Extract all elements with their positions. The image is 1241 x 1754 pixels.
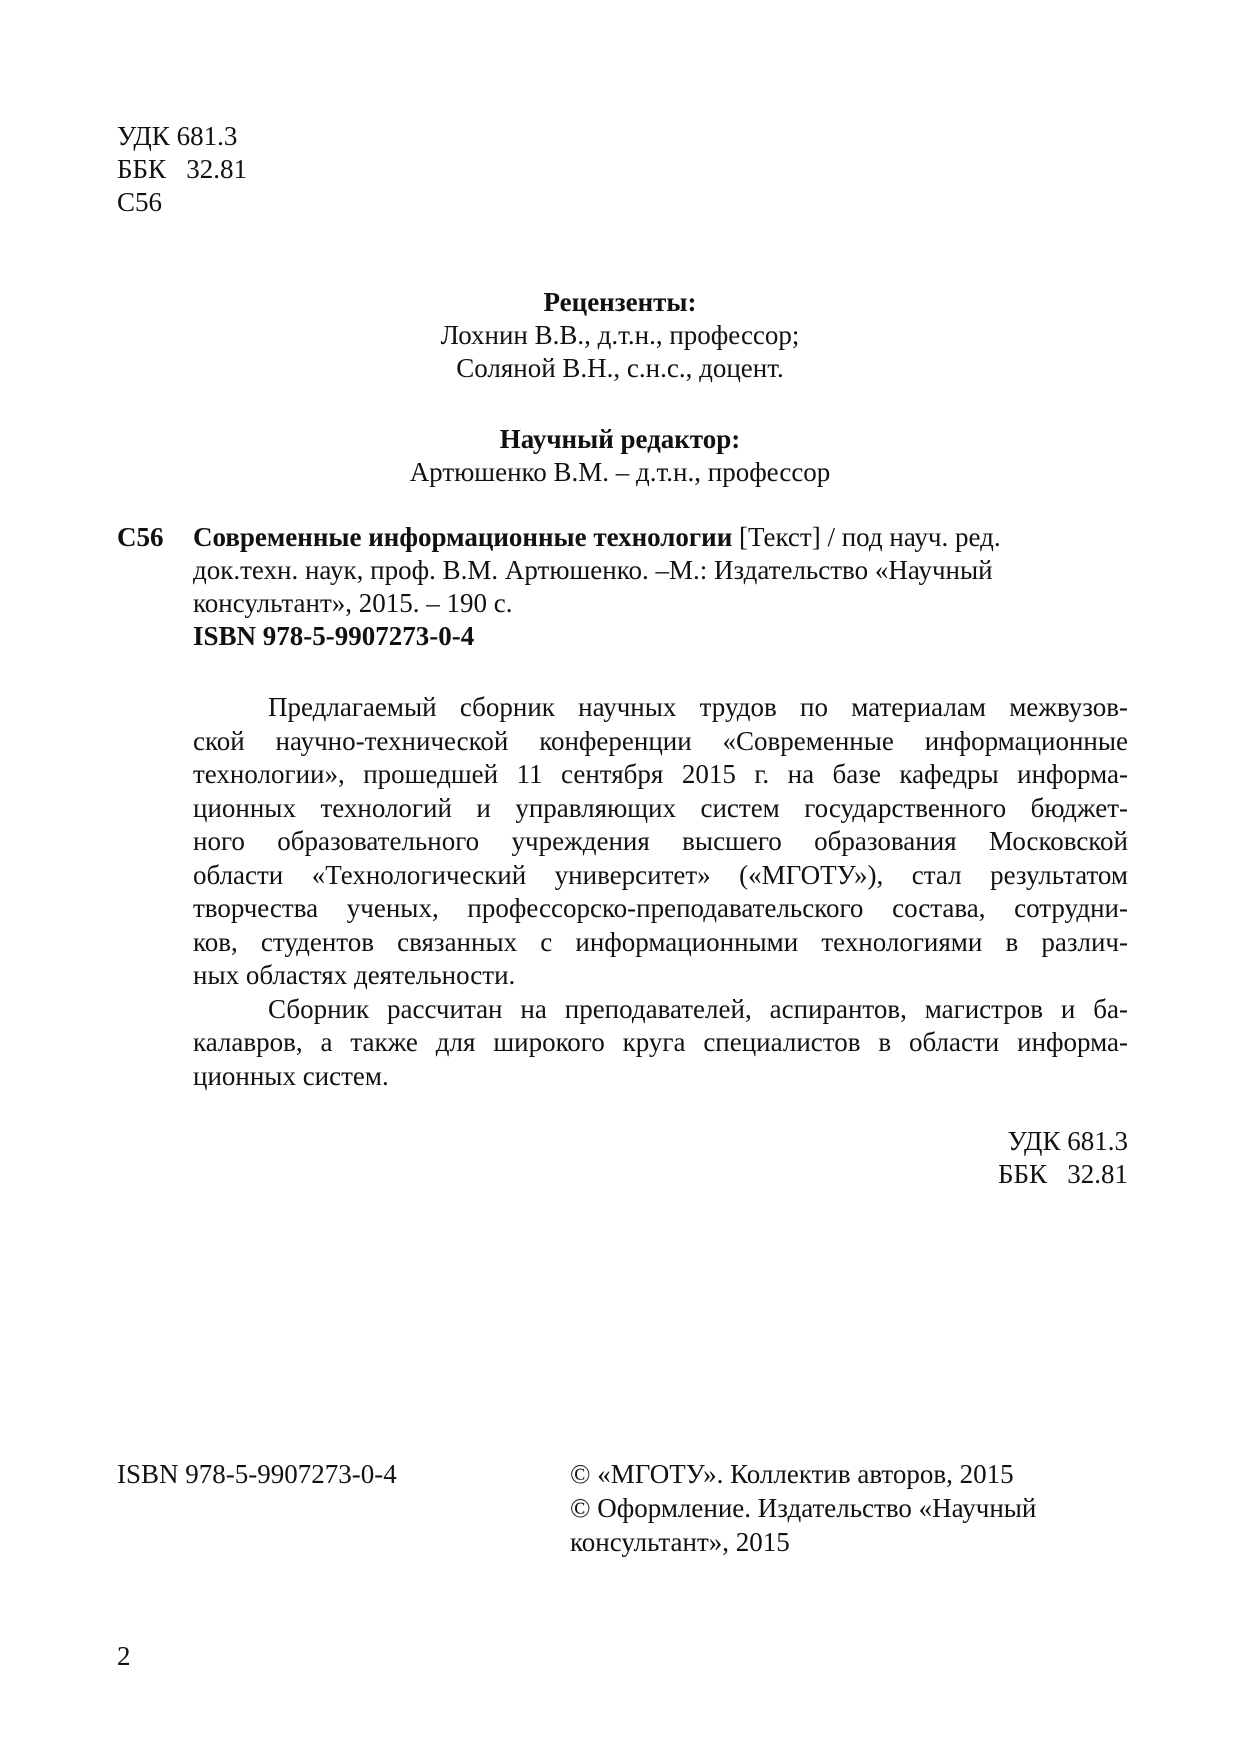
copyright-line: © «МГОТУ». Коллектив авторов, 2015 <box>570 1459 1014 1489</box>
abstract-line: Сборник рассчитан на преподавателей, аспирантов, магистров и ба- <box>268 993 1128 1024</box>
udk-code: УДК 681.3 <box>117 121 238 151</box>
book-title: Современные информационные технологии <box>193 522 733 552</box>
editor-heading: Научный редактор: <box>499 424 741 454</box>
reviewers-heading: Рецензенты: <box>543 287 697 317</box>
abstract-line: ного образовательного учреждения высшего образования Московской <box>193 826 1128 856</box>
abstract-line: Предлагаемый сборник научных трудов по материалам межвузов- <box>268 692 1128 722</box>
bbk-code-bottom: ББК 32.81 <box>997 1159 1128 1189</box>
imprint-isbn <box>117 1458 397 1491</box>
editor-name: Артюшенко В.М. – д.т.н., профессор <box>409 457 831 487</box>
abstract-line: калавров, а также для широкого круга специалистов в области информа- <box>193 1027 1128 1057</box>
abstract-line: ционных технологий и управляющих систем государственного бюджет- <box>193 792 1128 823</box>
reviewer-2: Соляной В.Н., с.н.с., доцент. <box>456 353 784 383</box>
abstract-line: ков, студентов связанных с информационными технологиями в различ- <box>193 926 1128 957</box>
copyright-line: © Оформление. Издательство «Научный <box>570 1493 1037 1523</box>
classification-header <box>117 120 247 219</box>
abstract-line: ных областях деятельности. <box>193 960 516 990</box>
catalog-line-1-rest: [Текст] / под науч. ред. <box>732 522 1001 552</box>
abstract-line: творчества ученых, профессорско-преподавательского состава, сотрудни- <box>193 893 1128 923</box>
catalog-line-3: консультант», 2015. – 190 с. <box>193 588 513 618</box>
abstract <box>193 691 1128 1093</box>
catalog-isbn: ISBN 978-5-9907273-0-4 <box>193 621 475 651</box>
bbk-code: ББК 32.81 <box>117 154 248 184</box>
catalog-code: С56 <box>117 522 164 552</box>
page-number: 2 <box>117 1641 131 1671</box>
abstract-line: ской научно-технической конференции «Современные информационные <box>193 725 1128 756</box>
abstract-line: области «Технологический университет» («МГОТУ»), стал результатом <box>193 859 1128 890</box>
isbn-number: ISBN 978-5-9907273-0-4 <box>117 1459 397 1489</box>
abstract-line: технологии», прошедшей 11 сентября 2015 г. на базе кафедры информа- <box>193 759 1128 789</box>
reviewers-section <box>50 286 1190 385</box>
catalog-line-1 <box>193 521 1128 554</box>
copyright-block <box>570 1458 1036 1560</box>
abstract-line: ционных систем. <box>193 1060 389 1091</box>
udk-code-bottom: УДК 681.3 <box>1007 1126 1128 1156</box>
reviewer-1: Лохнин В.В., д.т.н., профессор; <box>440 320 800 350</box>
author-mark: С56 <box>117 187 163 217</box>
catalog-line-2: док.техн. наук, проф. В.М. Артюшенко. –М.: Издательство «Научный <box>193 555 993 585</box>
copyright-line: консультант», 2015 <box>570 1527 790 1557</box>
editor-section <box>50 423 1190 489</box>
classification-footer <box>900 1125 1128 1191</box>
